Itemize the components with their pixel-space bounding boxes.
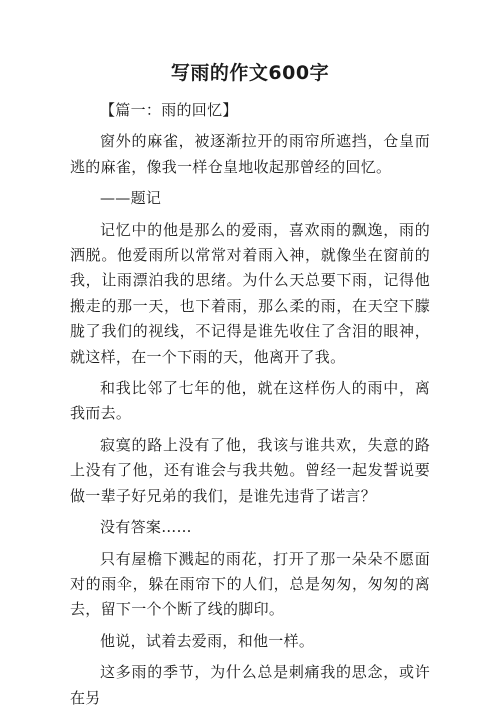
paragraph: 没有答案…… xyxy=(100,518,192,537)
paragraph: 这多雨的季节，为什么总是刺痛我的思念，或许在另 xyxy=(70,663,430,707)
paragraph: 窗外的麻雀，被逐渐拉开的雨帘所遮挡，仓皇而逃的麻雀，像我一样仓皇地收起那曾经的回忆。 xyxy=(70,132,430,176)
paragraph: 只有屋檐下溅起的雨花，打开了那一朵朵不愿面对的雨伞，躲在雨帘下的人们，总是匆匆，匆匆的离去，留下一个个断了线的脚印。 xyxy=(70,549,430,619)
paragraph: 寂寞的路上没有了他，我该与谁共欢，失意的路上没有了他，还有谁会与我共勉。曾经一起发誓说要做一辈子好兄弟的我们，是谁先违背了诺言？ xyxy=(70,435,430,505)
paragraph: 和我比邻了七年的他，就在这样伤人的雨中，离我而去。 xyxy=(70,379,430,423)
section-heading: 【篇一：雨的回忆】 xyxy=(100,101,238,119)
paragraph: 他说，试着去爱雨，和他一样。 xyxy=(100,631,315,650)
document-title: 写雨的作文600字 xyxy=(170,62,330,84)
epigraph-attribution: ——题记 xyxy=(100,189,162,208)
document-page xyxy=(70,58,430,711)
paragraph: 记忆中的他是那么的爱雨，喜欢雨的飘逸，雨的洒脱。他爱雨所以常常对着雨入神，就像坐在窗前的我，让雨漂泊我的思绪。为什么天总要下雨，记得他搬走的那一天，也下着雨，那么柔的雨，在天空下朦胧了我们的视线，不记得是谁先收住了含泪的眼神，就这样，在一个下雨的天，他离开了我。 xyxy=(70,220,430,366)
